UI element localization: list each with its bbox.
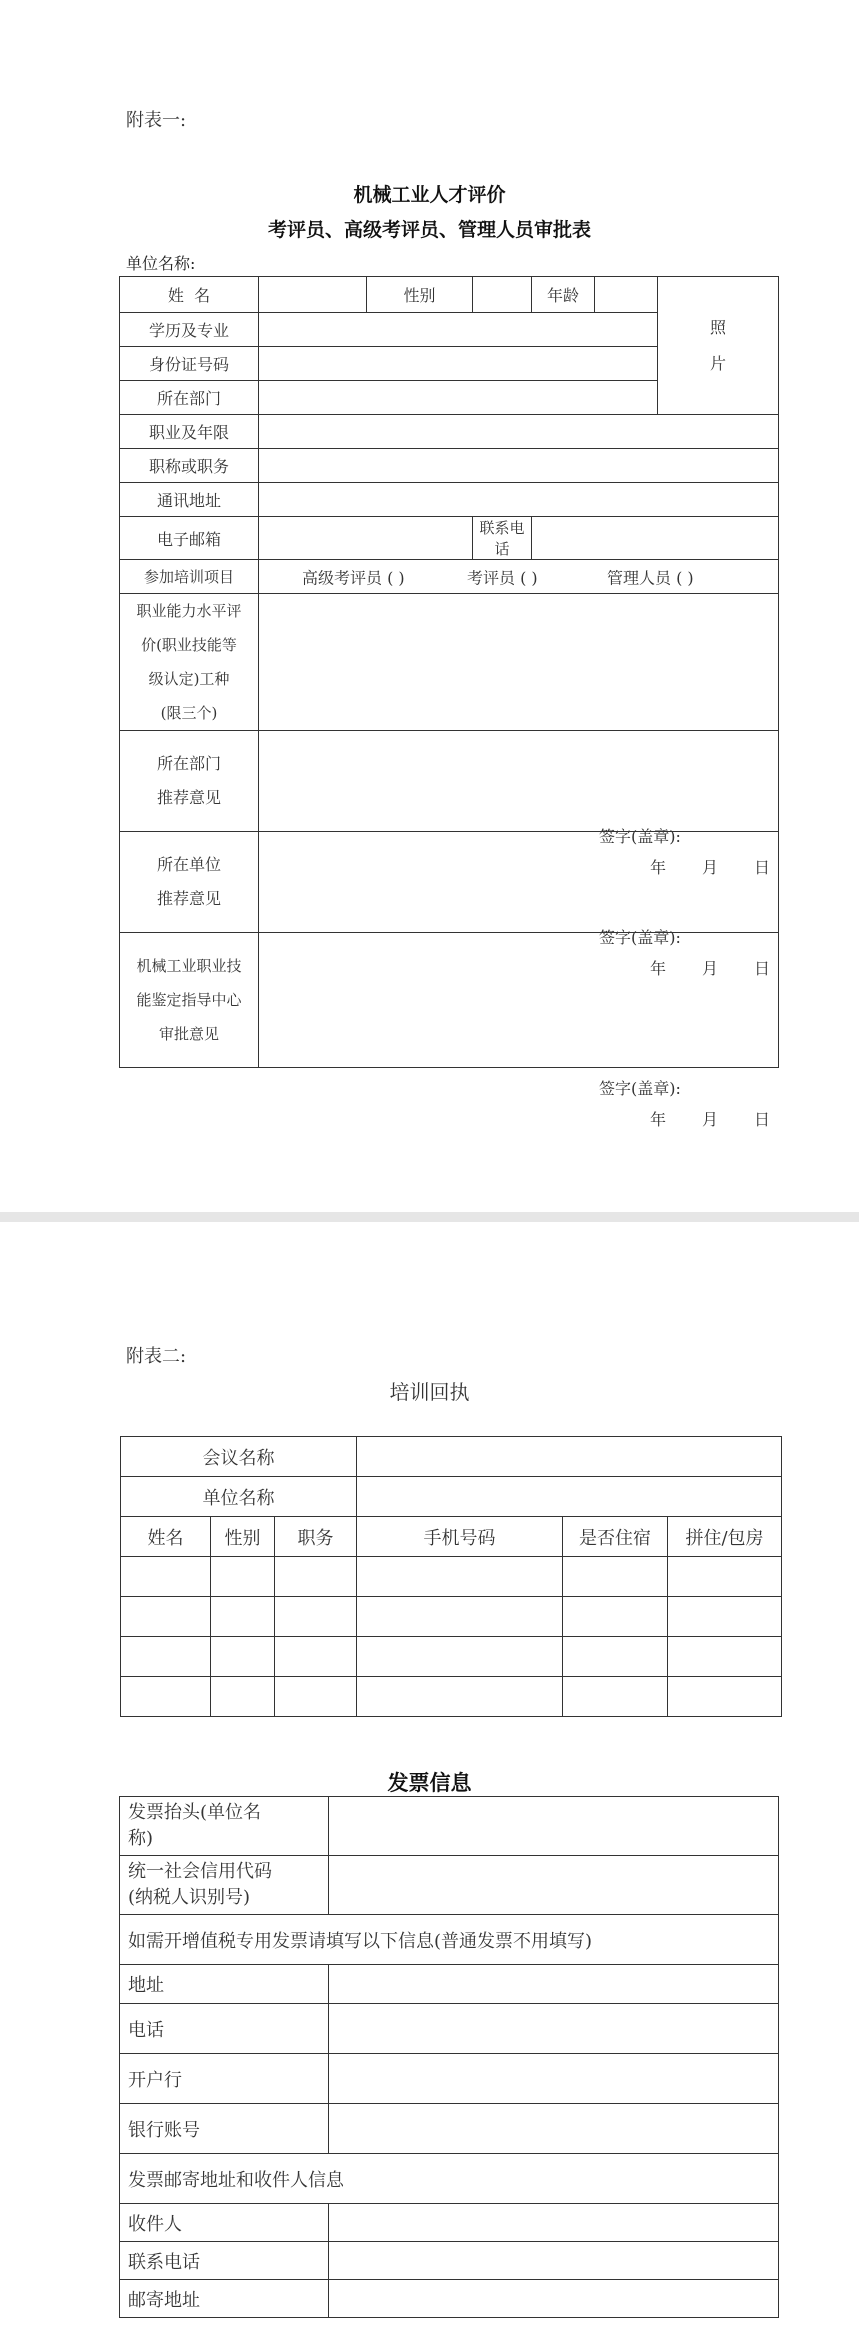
- attachment-label-2: 附表二:: [126, 1346, 187, 1367]
- cell[interactable]: [121, 1637, 211, 1677]
- cell[interactable]: [668, 1597, 782, 1637]
- bank-account-field[interactable]: [329, 2104, 779, 2154]
- training-item-options: [259, 560, 779, 594]
- dept-signature-label: 签字(盖章):: [599, 827, 681, 846]
- email-field[interactable]: [259, 517, 473, 560]
- email-label: 电子邮箱: [120, 517, 259, 560]
- date-year: 年: [650, 959, 667, 978]
- gender-label: 性别: [367, 277, 473, 313]
- age-label: 年龄: [532, 277, 595, 312]
- cell[interactable]: [668, 1557, 782, 1597]
- unit-rec-line1: 所在单位: [156, 855, 221, 874]
- invoice-address-label: 地址: [120, 1965, 329, 2004]
- cell[interactable]: [668, 1677, 782, 1717]
- date-day: 日: [754, 959, 771, 978]
- center-line1: 机械工业职业技: [136, 957, 242, 975]
- col-gender: 性别: [211, 1517, 275, 1557]
- unit-name-label: 单位名称:: [126, 254, 196, 273]
- mail-address-field[interactable]: [329, 2280, 779, 2318]
- invoice-title: 发票信息: [387, 1770, 472, 1795]
- center-line3: 审批意见: [158, 1025, 219, 1043]
- cell[interactable]: [121, 1677, 211, 1717]
- col-position: 职务: [275, 1517, 357, 1557]
- occupation-years-label: 职业及年限: [120, 415, 259, 449]
- bank-field[interactable]: [329, 2054, 779, 2104]
- date-year: 年: [650, 858, 667, 877]
- invoice-header-line2: 称): [128, 1828, 154, 1849]
- table-row: [121, 1597, 782, 1637]
- name-field[interactable]: [259, 277, 367, 313]
- cell[interactable]: [357, 1637, 563, 1677]
- tax-id-line2: (纳税人识别号): [128, 1887, 251, 1908]
- receipt-title: 培训回执: [389, 1380, 470, 1404]
- meeting-name-field[interactable]: [357, 1437, 782, 1477]
- invoice-phone-field[interactable]: [329, 2004, 779, 2054]
- form-title-line1: 机械工业人才评价: [353, 184, 506, 206]
- address-label: 通讯地址: [120, 483, 259, 517]
- cell[interactable]: [121, 1597, 211, 1637]
- invoice-address-field[interactable]: [329, 1965, 779, 2004]
- cell[interactable]: [275, 1597, 357, 1637]
- age-field[interactable]: [595, 277, 657, 312]
- address-field[interactable]: [259, 483, 779, 517]
- date-month: 月: [702, 858, 719, 877]
- unit-recommendation-label: [120, 832, 259, 933]
- cell[interactable]: [211, 1677, 275, 1717]
- training-item-label: 参加培训项目: [120, 560, 259, 594]
- unit-rec-line2: 推荐意见: [156, 889, 221, 908]
- photo-label-1: 照: [709, 317, 726, 337]
- bank-label: 开户行: [120, 2054, 329, 2104]
- id-number-field[interactable]: [259, 347, 658, 381]
- center-signature-label: 签字(盖章):: [599, 1079, 681, 1098]
- dept-rec-line2: 推荐意见: [156, 788, 221, 807]
- date-month: 月: [702, 959, 719, 978]
- cell[interactable]: [211, 1637, 275, 1677]
- title-position-label: 职称或职务: [120, 449, 259, 483]
- center-date: [650, 1107, 770, 1130]
- skill-label-line1: 职业能力水平评: [136, 602, 242, 620]
- center-approval-field[interactable]: [259, 933, 779, 1129]
- age-cell: [532, 277, 658, 313]
- skill-label-line3: 级认定)工种: [148, 670, 230, 688]
- table-row: [121, 1637, 782, 1677]
- training-receipt-table: [120, 1436, 782, 1717]
- id-number-label: 身份证号码: [120, 347, 259, 381]
- col-mobile: 手机号码: [357, 1517, 563, 1557]
- approval-form-table: [119, 276, 779, 1129]
- option-manager[interactable]: 管理人员 ( ): [607, 568, 694, 587]
- cell[interactable]: [357, 1677, 563, 1717]
- dept-date: [650, 855, 770, 878]
- title-position-field[interactable]: [259, 449, 779, 483]
- cell[interactable]: [563, 1677, 668, 1717]
- education-label: 学历及专业: [120, 313, 259, 347]
- contact-phone-field[interactable]: [329, 2242, 779, 2280]
- skill-label-line4: (限三个): [160, 704, 218, 722]
- education-field[interactable]: [259, 313, 658, 347]
- cell[interactable]: [357, 1597, 563, 1637]
- dept-recommendation-field[interactable]: [259, 731, 779, 877]
- date-day: 日: [754, 1110, 771, 1129]
- occupation-years-field[interactable]: [259, 415, 779, 449]
- cell[interactable]: [275, 1557, 357, 1597]
- invoice-phone-label: 电话: [120, 2004, 329, 2054]
- dept-rec-line1: 所在部门: [156, 754, 221, 773]
- center-line2: 能鉴定指导中心: [136, 991, 242, 1009]
- tax-id-line1: 统一社会信用代码: [128, 1861, 272, 1882]
- department-field[interactable]: [259, 381, 658, 415]
- phone-label: 联系电话: [473, 517, 532, 560]
- invoice-header-label: [120, 1797, 329, 1856]
- invoice-header-field[interactable]: [329, 1797, 779, 1856]
- col-room-type: 拼住/包房: [668, 1517, 782, 1557]
- cell[interactable]: [211, 1597, 275, 1637]
- form-title-line2: 考评员、高级考评员、管理人员审批表: [267, 219, 591, 241]
- date-year: 年: [650, 1110, 667, 1129]
- col-name: 姓名: [121, 1517, 211, 1557]
- invoice-table: [119, 1796, 779, 2318]
- meeting-name-label: 会议名称: [121, 1437, 357, 1477]
- recipient-label: 收件人: [120, 2204, 329, 2242]
- skill-level-label: [120, 594, 259, 731]
- mail-info-heading: 发票邮寄地址和收件人信息: [120, 2154, 779, 2204]
- unit-signature-label: 签字(盖章):: [599, 928, 681, 947]
- dept-recommendation-label: [120, 731, 259, 832]
- center-approval-label: [120, 933, 259, 1068]
- invoice-header-line1: 发票抬头(单位名: [128, 1802, 262, 1823]
- cell[interactable]: [668, 1637, 782, 1677]
- table-row: [121, 1677, 782, 1717]
- tax-id-label: [120, 1856, 329, 1915]
- attachment-label-1: 附表一:: [126, 110, 187, 131]
- photo-box[interactable]: [658, 277, 779, 415]
- cell[interactable]: [121, 1557, 211, 1597]
- unit-name-label-2: 单位名称: [121, 1477, 357, 1517]
- skill-label-line2: 价(职业技能等: [141, 636, 237, 654]
- cell[interactable]: [211, 1557, 275, 1597]
- recipient-field[interactable]: [329, 2204, 779, 2242]
- skill-level-field[interactable]: [259, 594, 779, 731]
- mail-address-label: 邮寄地址: [120, 2280, 329, 2318]
- vat-note: 如需开增值税专用发票请填写以下信息(普通发票不用填写): [120, 1915, 779, 1965]
- date-month: 月: [702, 1110, 719, 1129]
- contact-phone-label: 联系电话: [120, 2242, 329, 2280]
- department-label: 所在部门: [120, 381, 259, 415]
- page-separator: [0, 1212, 859, 1222]
- phone-field[interactable]: [532, 517, 779, 560]
- photo-label-2: 片: [709, 353, 726, 373]
- cell[interactable]: [563, 1557, 668, 1597]
- table-row: [121, 1557, 782, 1597]
- bank-account-label: 银行账号: [120, 2104, 329, 2154]
- cell[interactable]: [275, 1637, 357, 1677]
- gender-field[interactable]: [473, 277, 532, 313]
- unit-recommendation-field[interactable]: [259, 832, 779, 978]
- option-evaluator[interactable]: 考评员 ( ): [467, 568, 538, 587]
- unit-date: [650, 956, 770, 979]
- cell[interactable]: [563, 1637, 668, 1677]
- col-lodging: 是否住宿: [563, 1517, 668, 1557]
- name-label: 姓 名: [120, 277, 259, 313]
- option-senior-evaluator[interactable]: 高级考评员 ( ): [302, 568, 405, 587]
- unit-name-field-2[interactable]: [357, 1477, 782, 1517]
- cell[interactable]: [563, 1597, 668, 1637]
- cell[interactable]: [275, 1677, 357, 1717]
- cell[interactable]: [357, 1557, 563, 1597]
- date-day: 日: [754, 858, 771, 877]
- tax-id-field[interactable]: [329, 1856, 779, 1915]
- page-2: [0, 1222, 859, 2352]
